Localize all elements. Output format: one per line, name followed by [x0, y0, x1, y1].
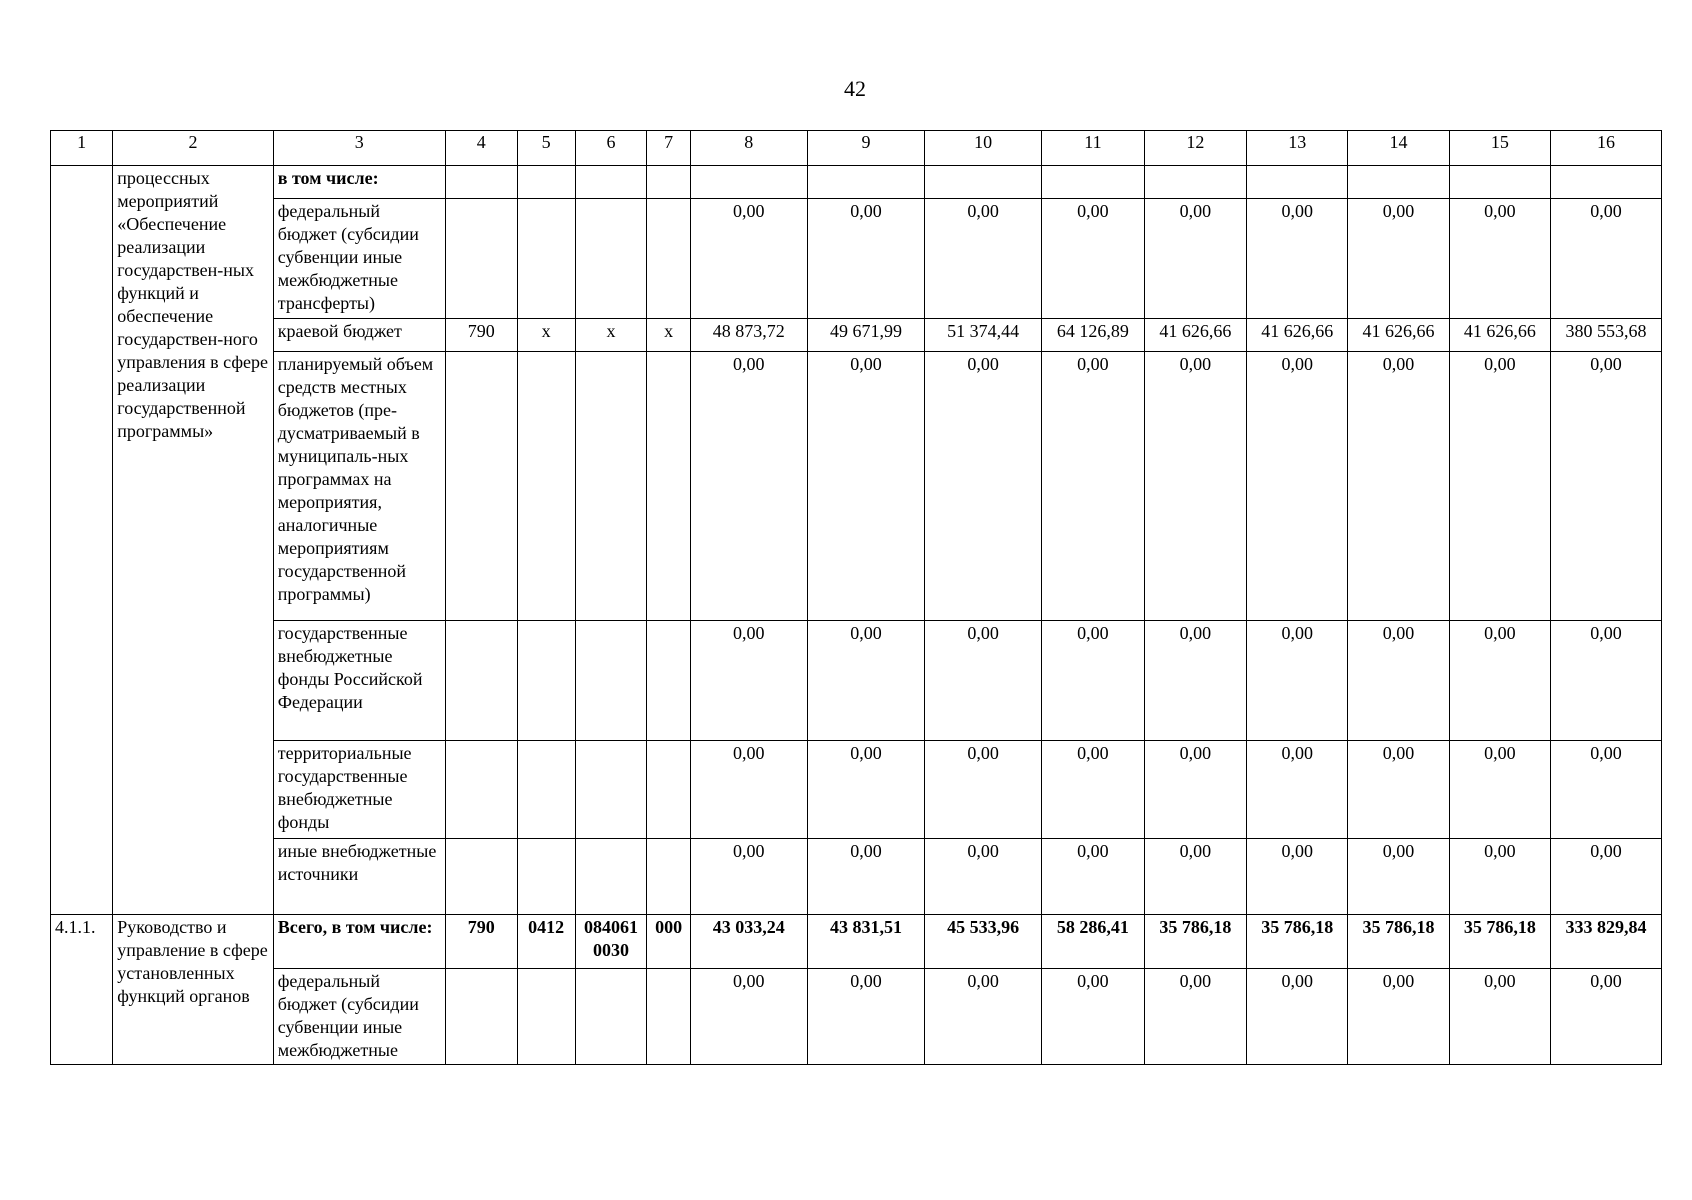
amount-cell: 41 626,66	[1449, 319, 1550, 352]
amount-cell: 0,00	[925, 621, 1042, 741]
amount-cell: 48 873,72	[690, 319, 807, 352]
code-cell-c4	[445, 839, 517, 915]
table-row	[51, 741, 1662, 839]
amount-cell: 0,00	[1551, 621, 1662, 741]
amount-cell: 0,00	[1348, 741, 1449, 839]
amount-cell: 0,00	[1551, 741, 1662, 839]
amount-cell: 0,00	[925, 741, 1042, 839]
column-number-cell: 16	[1551, 131, 1662, 166]
amount-cell: 0,00	[807, 969, 924, 1065]
amount-cell	[1042, 166, 1144, 199]
code-cell-c5	[517, 199, 575, 319]
amount-cell: 0,00	[1348, 621, 1449, 741]
amount-cell: 0,00	[690, 199, 807, 319]
code-cell-c7	[647, 839, 690, 915]
amount-cell: 0,00	[1449, 839, 1550, 915]
column-number-cell: 2	[113, 131, 273, 166]
amount-cell	[807, 166, 924, 199]
code-cell-c7	[647, 199, 690, 319]
code-cell-c5	[517, 741, 575, 839]
amount-cell: 0,00	[1247, 839, 1348, 915]
budget-table	[50, 130, 1662, 1065]
amount-cell: 0,00	[1348, 839, 1449, 915]
amount-cell: 0,00	[1247, 969, 1348, 1065]
column-number-row	[51, 131, 1662, 166]
amount-cell: 0,00	[925, 199, 1042, 319]
column-number-cell: 7	[647, 131, 690, 166]
code-cell-c4: 790	[445, 915, 517, 969]
amount-cell: 0,00	[1042, 969, 1144, 1065]
amount-cell: 0,00	[690, 741, 807, 839]
code-cell-c6	[575, 199, 647, 319]
amount-cell	[1247, 166, 1348, 199]
amount-cell: 0,00	[807, 621, 924, 741]
amount-cell: 0,00	[807, 839, 924, 915]
column-number-cell: 13	[1247, 131, 1348, 166]
amount-cell: 0,00	[1449, 741, 1550, 839]
amount-cell: 45 533,96	[925, 915, 1042, 969]
amount-cell: 0,00	[1144, 741, 1246, 839]
amount-cell: 43 831,51	[807, 915, 924, 969]
amount-cell: 49 671,99	[807, 319, 924, 352]
amount-cell: 0,00	[807, 352, 924, 621]
amount-cell: 43 033,24	[690, 915, 807, 969]
amount-cell: 51 374,44	[925, 319, 1042, 352]
column-number-cell: 3	[273, 131, 445, 166]
amount-cell: 35 786,18	[1348, 915, 1449, 969]
code-cell-c4	[445, 199, 517, 319]
measure-name-cell: процессных мероприятий «Обеспечение реализации государствен-ных функций и обеспечение государствен-ного управления в сфере реализации государственной программы»	[113, 166, 273, 915]
amount-cell: 0,00	[1348, 969, 1449, 1065]
amount-cell: 333 829,84	[1551, 915, 1662, 969]
code-cell-c5: x	[517, 319, 575, 352]
amount-cell: 0,00	[925, 839, 1042, 915]
amount-cell: 0,00	[1449, 352, 1550, 621]
amount-cell: 0,00	[1042, 839, 1144, 915]
funding-source-cell: планируемый объем средств местных бюджетов (пре-дусматриваемый в муниципаль-ных программах на мероприятия, аналогичные мероприятиям государственной программы)	[273, 352, 445, 621]
amount-cell: 0,00	[1247, 741, 1348, 839]
funding-source-cell: государственные внебюджетные фонды Российской Федерации	[273, 621, 445, 741]
table-row	[51, 915, 1662, 969]
amount-cell: 0,00	[690, 969, 807, 1065]
code-cell-c7	[647, 969, 690, 1065]
amount-cell: 0,00	[1144, 969, 1246, 1065]
code-cell-c6: 084061 0030	[575, 915, 647, 969]
amount-cell: 0,00	[1144, 621, 1246, 741]
row-number-cell	[51, 166, 113, 915]
amount-cell	[1144, 166, 1246, 199]
amount-cell	[1551, 166, 1662, 199]
funding-source-cell: федеральный бюджет (субсидии субвенции иные межбюджетные	[273, 969, 445, 1065]
amount-cell: 58 286,41	[1042, 915, 1144, 969]
row-number-cell: 4.1.1.	[51, 915, 113, 1065]
table-row	[51, 969, 1662, 1065]
code-cell-c6: x	[575, 319, 647, 352]
amount-cell: 35 786,18	[1144, 915, 1246, 969]
code-cell-c7	[647, 741, 690, 839]
funding-source-cell: Всего, в том числе:	[273, 915, 445, 969]
code-cell-c5	[517, 352, 575, 621]
column-number-cell: 14	[1348, 131, 1449, 166]
amount-cell: 0,00	[1551, 199, 1662, 319]
code-cell-c4	[445, 969, 517, 1065]
amount-cell: 0,00	[690, 621, 807, 741]
amount-cell: 0,00	[1144, 199, 1246, 319]
column-number-cell: 1	[51, 131, 113, 166]
amount-cell: 0,00	[690, 839, 807, 915]
column-number-cell: 5	[517, 131, 575, 166]
amount-cell: 35 786,18	[1247, 915, 1348, 969]
amount-cell: 0,00	[1144, 352, 1246, 621]
amount-cell: 0,00	[1348, 352, 1449, 621]
amount-cell: 41 626,66	[1348, 319, 1449, 352]
amount-cell: 35 786,18	[1449, 915, 1550, 969]
amount-cell: 0,00	[1247, 352, 1348, 621]
amount-cell: 41 626,66	[1247, 319, 1348, 352]
code-cell-c4: 790	[445, 319, 517, 352]
amount-cell: 0,00	[807, 199, 924, 319]
amount-cell: 0,00	[1247, 621, 1348, 741]
table-row	[51, 319, 1662, 352]
table-row	[51, 621, 1662, 741]
amount-cell: 0,00	[807, 741, 924, 839]
amount-cell: 0,00	[1042, 199, 1144, 319]
funding-source-cell: федеральный бюджет (субсидии субвенции иные межбюджетные трансферты)	[273, 199, 445, 319]
amount-cell: 64 126,89	[1042, 319, 1144, 352]
code-cell-c5	[517, 969, 575, 1065]
column-number-cell: 12	[1144, 131, 1246, 166]
column-number-cell: 8	[690, 131, 807, 166]
code-cell-c4	[445, 621, 517, 741]
funding-source-cell: территориальные государственные внебюджетные фонды	[273, 741, 445, 839]
code-cell-c6	[575, 166, 647, 199]
code-cell-c7	[647, 621, 690, 741]
amount-cell: 0,00	[1449, 969, 1550, 1065]
amount-cell: 0,00	[1551, 969, 1662, 1065]
code-cell-c4	[445, 166, 517, 199]
amount-cell: 0,00	[1449, 621, 1550, 741]
amount-cell: 0,00	[1551, 839, 1662, 915]
code-cell-c5: 0412	[517, 915, 575, 969]
table-row	[51, 166, 1662, 199]
column-number-cell: 6	[575, 131, 647, 166]
amount-cell: 0,00	[1551, 352, 1662, 621]
amount-cell: 41 626,66	[1144, 319, 1246, 352]
amount-cell: 0,00	[1042, 621, 1144, 741]
amount-cell: 0,00	[1042, 741, 1144, 839]
code-cell-c7: 000	[647, 915, 690, 969]
amount-cell: 0,00	[925, 352, 1042, 621]
table-row	[51, 352, 1662, 621]
amount-cell	[1449, 166, 1550, 199]
table-row	[51, 839, 1662, 915]
code-cell-c7	[647, 352, 690, 621]
amount-cell: 0,00	[1449, 199, 1550, 319]
amount-cell: 0,00	[690, 352, 807, 621]
code-cell-c6	[575, 352, 647, 621]
code-cell-c6	[575, 741, 647, 839]
amount-cell: 0,00	[1042, 352, 1144, 621]
amount-cell: 0,00	[1144, 839, 1246, 915]
code-cell-c4	[445, 352, 517, 621]
table-body	[51, 131, 1662, 1065]
page-number: 42	[844, 76, 866, 101]
code-cell-c4	[445, 741, 517, 839]
table-row	[51, 199, 1662, 319]
measure-name-cell: Руководство и управление в сфере установленных функций органов	[113, 915, 273, 1065]
amount-cell: 0,00	[925, 969, 1042, 1065]
funding-source-cell: иные внебюджетные источники	[273, 839, 445, 915]
code-cell-c7: x	[647, 319, 690, 352]
code-cell-c5	[517, 166, 575, 199]
amount-cell: 0,00	[1348, 199, 1449, 319]
amount-cell	[925, 166, 1042, 199]
funding-source-cell: в том числе:	[273, 166, 445, 199]
code-cell-c5	[517, 839, 575, 915]
code-cell-c6	[575, 839, 647, 915]
column-number-cell: 15	[1449, 131, 1550, 166]
column-number-cell: 11	[1042, 131, 1144, 166]
column-number-cell: 9	[807, 131, 924, 166]
code-cell-c6	[575, 969, 647, 1065]
amount-cell	[1348, 166, 1449, 199]
funding-source-cell: краевой бюджет	[273, 319, 445, 352]
column-number-cell: 10	[925, 131, 1042, 166]
amount-cell	[690, 166, 807, 199]
code-cell-c5	[517, 621, 575, 741]
code-cell-c6	[575, 621, 647, 741]
code-cell-c7	[647, 166, 690, 199]
column-number-cell: 4	[445, 131, 517, 166]
amount-cell: 0,00	[1247, 199, 1348, 319]
amount-cell: 380 553,68	[1551, 319, 1662, 352]
